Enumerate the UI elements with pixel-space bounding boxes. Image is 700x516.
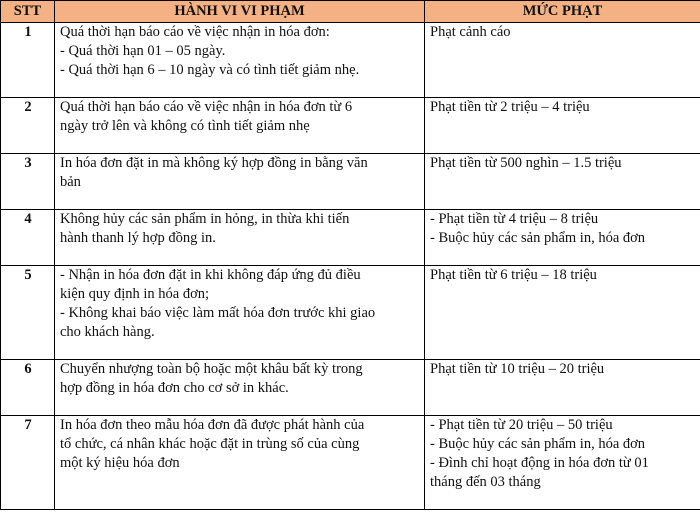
row-stt: 1 (1, 23, 55, 98)
table-row (1, 360, 700, 416)
violation-line: ngày trở lên và không có tình tiết giảm nhẹ (60, 118, 310, 134)
penalty-line: - Đình chỉ hoạt động in hóa đơn từ 01 (430, 455, 649, 471)
violation-line: - Quá thời hạn 01 – 05 ngày. (60, 43, 226, 59)
violation-line: In hóa đơn đặt in mà không ký hợp đồng in bằng văn (60, 155, 368, 171)
violation-line: tổ chức, cá nhân khác hoặc đặt in trùng số của cùng (60, 436, 360, 452)
violation-cell (55, 154, 425, 210)
penalty-line: Phạt tiền từ 2 triệu – 4 triệu (430, 99, 590, 115)
row-stt: 4 (1, 210, 55, 266)
table-row (1, 98, 700, 154)
penalty-cell (425, 23, 700, 98)
row-stt: 5 (1, 266, 55, 360)
penalty-cell (425, 416, 700, 510)
penalty-line: Phạt tiền từ 500 nghìn – 1.5 triệu (430, 155, 622, 171)
table-row (1, 416, 700, 510)
penalty-cell (425, 360, 700, 416)
table-row (1, 154, 700, 210)
penalty-cell (425, 98, 700, 154)
violation-line: - Không khai báo việc làm mất hóa đơn trước khi giao (60, 305, 376, 321)
violation-line: In hóa đơn theo mẫu hóa đơn đã được phát hành của (60, 417, 365, 433)
violation-cell (55, 416, 425, 510)
violation-cell (55, 210, 425, 266)
penalty-line: - Phạt tiền từ 20 triệu – 50 triệu (430, 417, 613, 433)
violation-line: - Nhận in hóa đơn đặt in khi không đáp ứng đủ điều (60, 267, 361, 283)
header-penalty: MỨC PHẠT (425, 1, 700, 23)
violation-cell (55, 360, 425, 416)
violation-line: - Quá thời hạn 6 – 10 ngày và có tình tiết giảm nhẹ. (60, 62, 360, 78)
penalty-line: Phạt cảnh cáo (430, 24, 511, 40)
row-stt: 6 (1, 360, 55, 416)
violation-cell (55, 23, 425, 98)
penalty-line: Phạt tiền từ 10 triệu – 20 triệu (430, 361, 605, 377)
penalty-line: - Buộc hủy các sản phẩm in, hóa đơn (430, 230, 646, 246)
violation-line: hành thanh lý hợp đồng in. (60, 230, 216, 246)
violation-line: Quá thời hạn báo cáo về việc nhận in hóa đơn: (60, 24, 330, 40)
penalty-line: tháng đến 03 tháng (430, 474, 541, 490)
row-stt: 3 (1, 154, 55, 210)
violation-line: hợp đồng in hóa đơn cho cơ sở in khác. (60, 380, 289, 396)
violation-line: Quá thời hạn báo cáo về việc nhận in hóa đơn từ 6 (60, 99, 353, 115)
row-stt: 7 (1, 416, 55, 510)
violation-line: cho khách hàng. (60, 324, 155, 340)
violation-line: Chuyển nhượng toàn bộ hoặc một khâu bất kỳ trong (60, 361, 363, 377)
penalty-cell (425, 210, 700, 266)
penalty-line: Phạt tiền từ 6 triệu – 18 triệu (430, 267, 597, 283)
header-violation: HÀNH VI VI PHẠM (55, 1, 425, 23)
violation-cell (55, 266, 425, 360)
row-stt: 2 (1, 98, 55, 154)
header-row (1, 1, 700, 23)
table-row (1, 210, 700, 266)
penalty-cell (425, 154, 700, 210)
violation-line: Không hủy các sản phẩm in hỏng, in thừa khi tiến (60, 211, 350, 227)
header-stt: STT (1, 1, 55, 23)
penalty-line: - Buộc hủy các sản phẩm in, hóa đơn (430, 436, 646, 452)
penalty-cell (425, 266, 700, 360)
table-row (1, 23, 700, 98)
penalty-line: - Phạt tiền từ 4 triệu – 8 triệu (430, 211, 599, 227)
violation-line: bản (60, 174, 81, 190)
violation-line: một ký hiệu hóa đơn (60, 455, 180, 471)
table-row (1, 266, 700, 360)
violation-line: kiện quy định in hóa đơn; (60, 286, 210, 302)
violation-cell (55, 98, 425, 154)
